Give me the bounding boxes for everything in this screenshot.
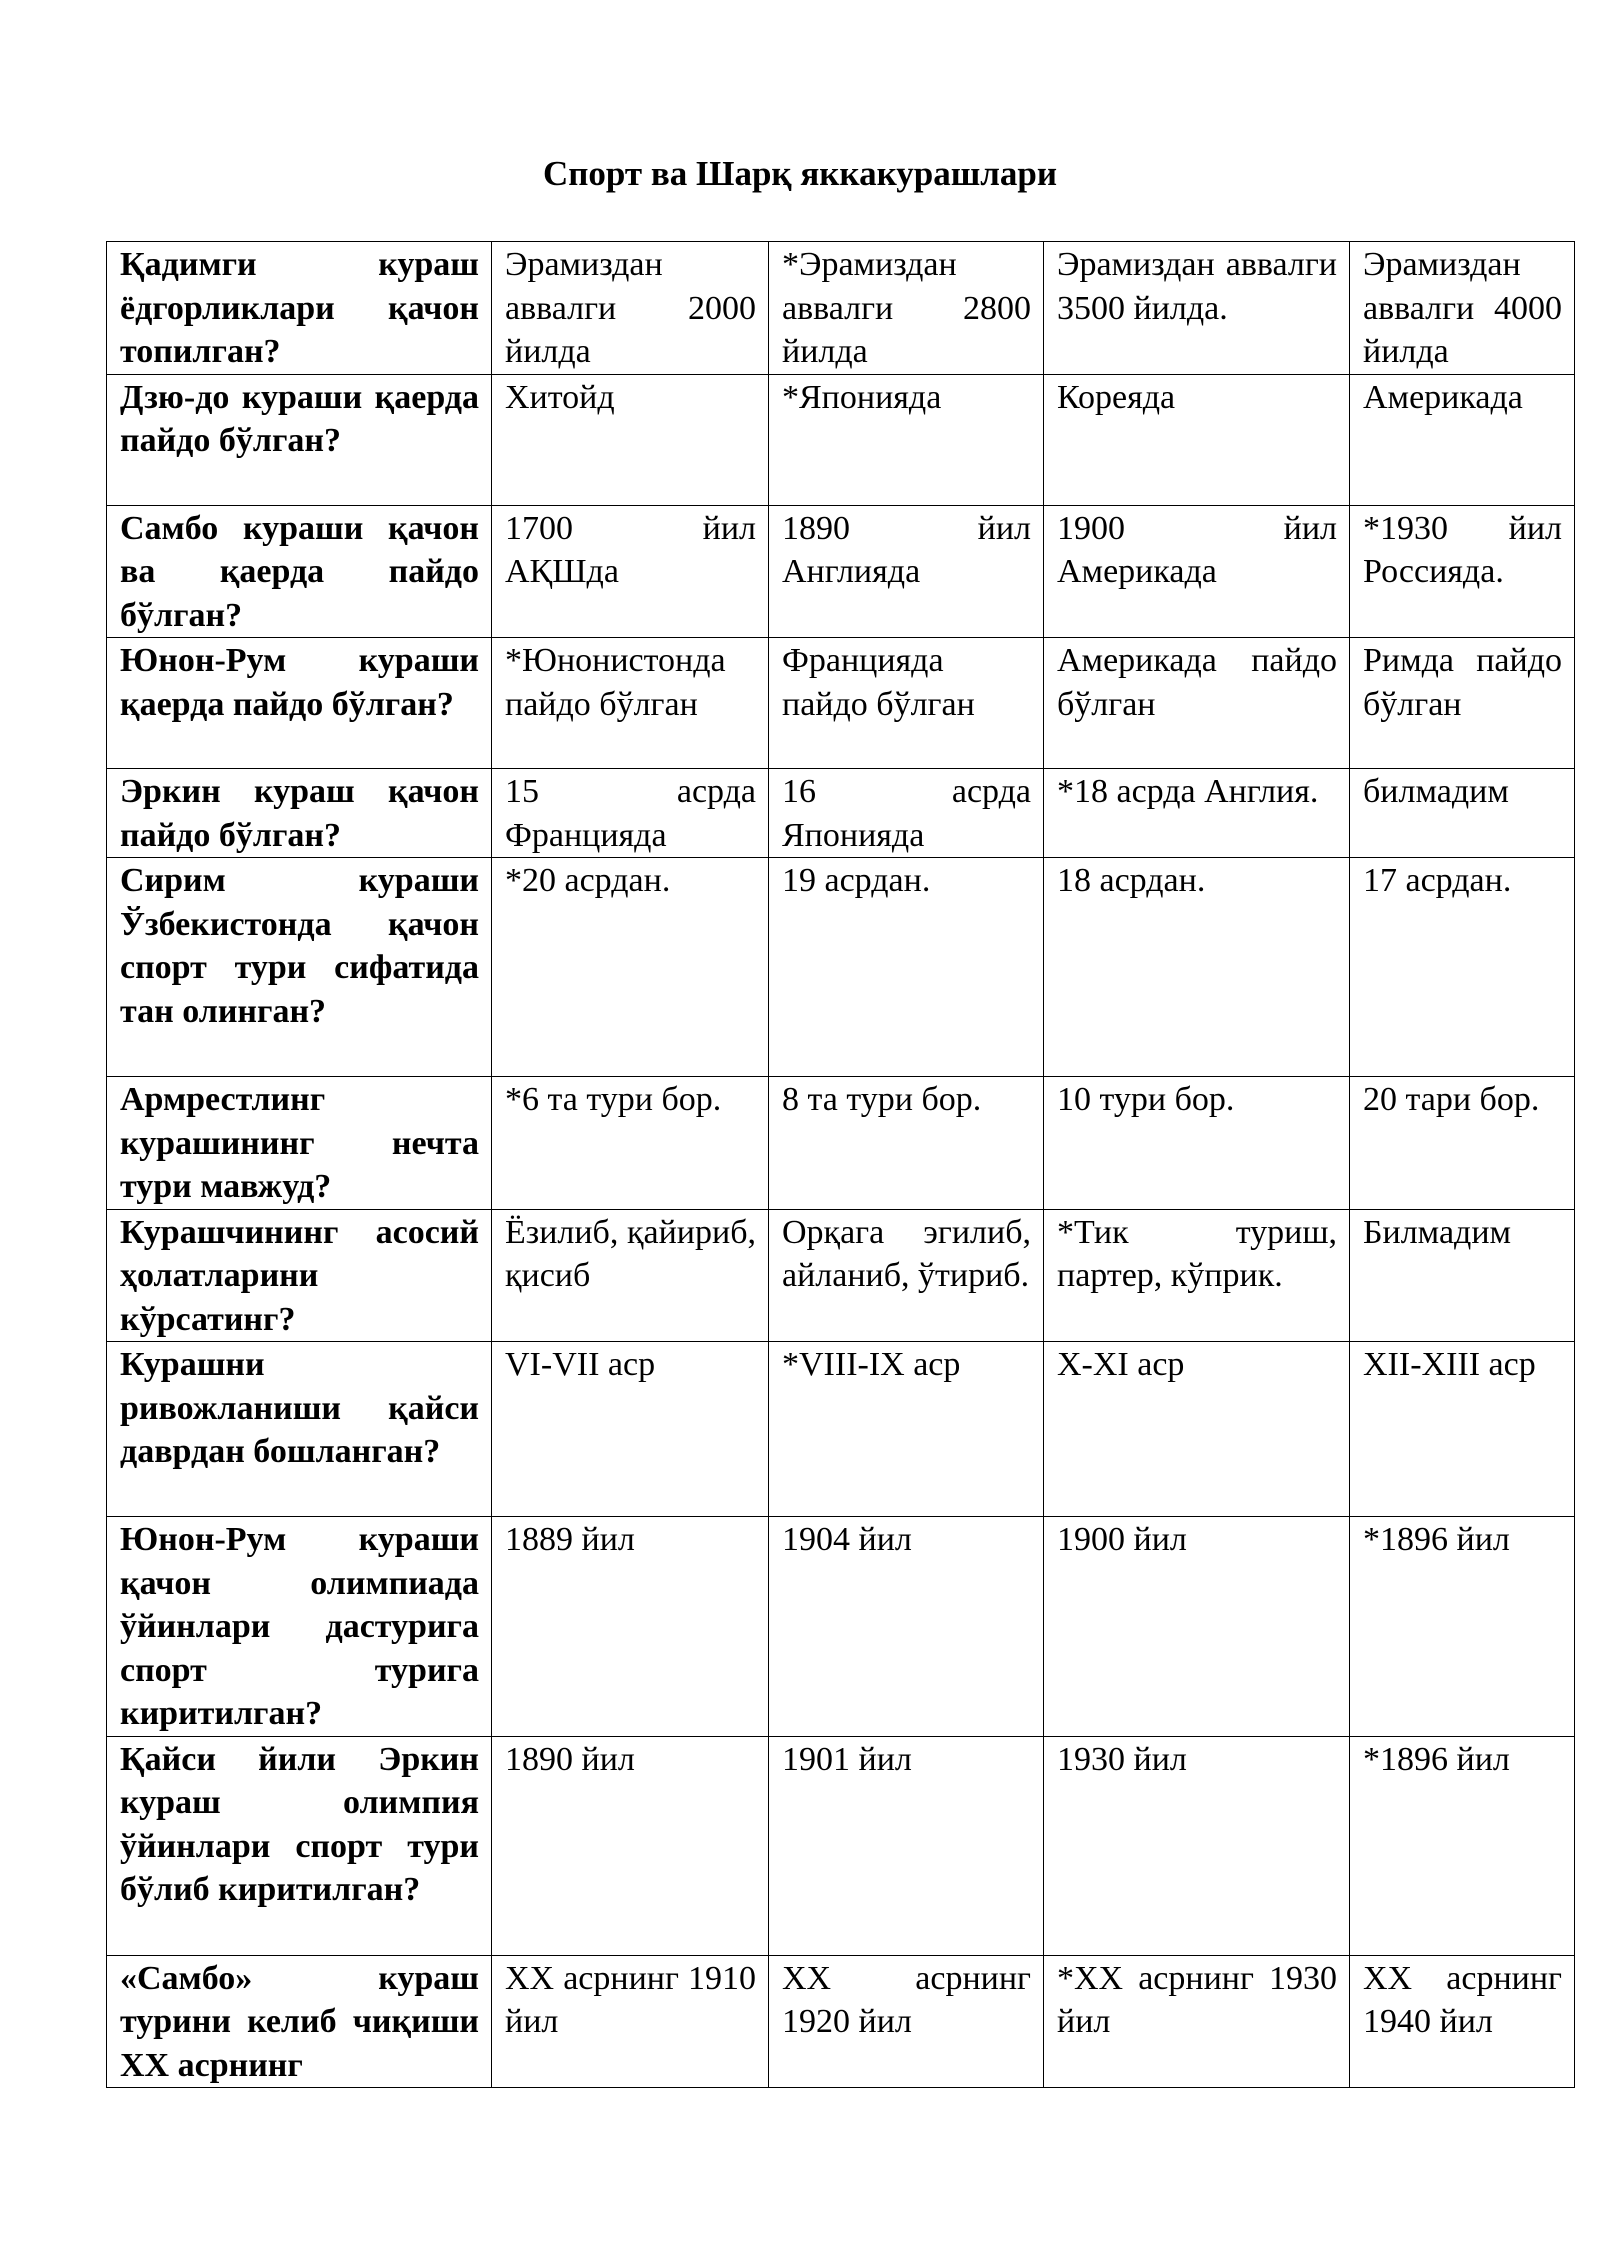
question-cell: Армрестлинг курашининг нечта тури мавжуд? [107, 1077, 492, 1210]
table-row [107, 1077, 1575, 1210]
answer-cell: Францияда пайдо бўлган [769, 638, 1044, 769]
answer-cell: Эрамиздан аввалги 4000 йилда [1350, 242, 1575, 375]
answer-cell: XII-XIII аср [1350, 1342, 1575, 1517]
answer-cell: Кореяда [1044, 374, 1350, 505]
table-row [107, 1955, 1575, 2088]
answer-cell: XX асрнинг 1910 йил [492, 1955, 769, 2088]
answer-cell: *1930 йил Россияда. [1350, 505, 1575, 638]
answer-cell: Ёзилиб, қайириб, қисиб [492, 1209, 769, 1342]
answer-cell: 1904 йил [769, 1517, 1044, 1737]
answer-cell: Америкада [1350, 374, 1575, 505]
answer-cell: 10 тури бор. [1044, 1077, 1350, 1210]
answer-cell: 20 тари бор. [1350, 1077, 1575, 1210]
quiz-table [106, 241, 1575, 2088]
answer-cell: *1896 йил [1350, 1736, 1575, 1955]
answer-cell: *1896 йил [1350, 1517, 1575, 1737]
answer-cell: Орқага эгилиб, айланиб, ўтириб. [769, 1209, 1044, 1342]
answer-cell: 1901 йил [769, 1736, 1044, 1955]
answer-cell: 1930 йил [1044, 1736, 1350, 1955]
question-cell: Қадимги кураш ёдгорликлари қачон топилган? [107, 242, 492, 375]
answer-cell: 1890 йил Англияда [769, 505, 1044, 638]
question-cell: Қайси йили Эркин кураш олимпия ўйинлари спорт тури бўлиб киритилган? [107, 1736, 492, 1955]
answer-cell: 15 асрда Францияда [492, 769, 769, 858]
table-row [107, 1736, 1575, 1955]
answer-cell: 18 асрдан. [1044, 858, 1350, 1077]
answer-cell: 19 асрдан. [769, 858, 1044, 1077]
question-cell: Самбо кураши қачон ва қаерда пайдо бўлган? [107, 505, 492, 638]
answer-cell: *Эрамиздан аввалги 2800 йилда [769, 242, 1044, 375]
answer-cell: *6 та тури бор. [492, 1077, 769, 1210]
answer-cell: билмадим [1350, 769, 1575, 858]
table-row [107, 1517, 1575, 1737]
answer-cell: *18 асрда Англия. [1044, 769, 1350, 858]
answer-cell: *XX асрнинг 1930 йил [1044, 1955, 1350, 2088]
question-cell: Дзю-до кураши қаерда пайдо бўлган? [107, 374, 492, 505]
answer-cell: XX асрнинг 1920 йил [769, 1955, 1044, 2088]
table-row [107, 374, 1575, 505]
answer-cell: Америкада пайдо бўлган [1044, 638, 1350, 769]
answer-cell: X-XI аср [1044, 1342, 1350, 1517]
answer-cell: *Юнонистонда пайдо бўлган [492, 638, 769, 769]
answer-cell: Эрамиздан аввалги 3500 йилда. [1044, 242, 1350, 375]
answer-cell: 1890 йил [492, 1736, 769, 1955]
answer-cell: 1889 йил [492, 1517, 769, 1737]
answer-cell: 17 асрдан. [1350, 858, 1575, 1077]
answer-cell: 1700 йил АҚШда [492, 505, 769, 638]
table-row [107, 858, 1575, 1077]
answer-cell: *Японияда [769, 374, 1044, 505]
table-row [107, 242, 1575, 375]
question-cell: «Самбо» кураш турини келиб чиқиши XX асрнинг [107, 1955, 492, 2088]
question-cell: Сирим кураши Ўзбекистонда қачон спорт тури сифатида тан олинган? [107, 858, 492, 1077]
page-title: Спорт ва Шарқ яккакурашлари [542, 154, 1058, 193]
answer-cell: 16 асрда Японияда [769, 769, 1044, 858]
answer-cell: *VIII-IX аср [769, 1342, 1044, 1517]
question-cell: Курашни ривожланиши қайси даврдан бошланган? [107, 1342, 492, 1517]
answer-cell: Эрамиздан аввалги 2000 йилда [492, 242, 769, 375]
answer-cell: Хитойд [492, 374, 769, 505]
answer-cell: *20 асрдан. [492, 858, 769, 1077]
question-cell: Юнон-Рум кураши қачон олимпиада ўйинлари дастурига спорт турига киритилган? [107, 1517, 492, 1737]
table-row [107, 769, 1575, 858]
table-row [107, 1209, 1575, 1342]
question-cell: Курашчининг асосий ҳолатларини кўрсатинг? [107, 1209, 492, 1342]
answer-cell: 8 та тури бор. [769, 1077, 1044, 1210]
answer-cell: Римда пайдо бўлган [1350, 638, 1575, 769]
answer-cell: 1900 йил Америкада [1044, 505, 1350, 638]
table-row [107, 505, 1575, 638]
answer-cell: *Тик туриш, партер, кўприк. [1044, 1209, 1350, 1342]
answer-cell: 1900 йил [1044, 1517, 1350, 1737]
question-cell: Юнон-Рум кураши қаерда пайдо бўлган? [107, 638, 492, 769]
answer-cell: VI-VII аср [492, 1342, 769, 1517]
answer-cell: Билмадим [1350, 1209, 1575, 1342]
table-row [107, 1342, 1575, 1517]
table-row [107, 638, 1575, 769]
answer-cell: XX асрнинг 1940 йил [1350, 1955, 1575, 2088]
question-cell: Эркин кураш қачон пайдо бўлган? [107, 769, 492, 858]
